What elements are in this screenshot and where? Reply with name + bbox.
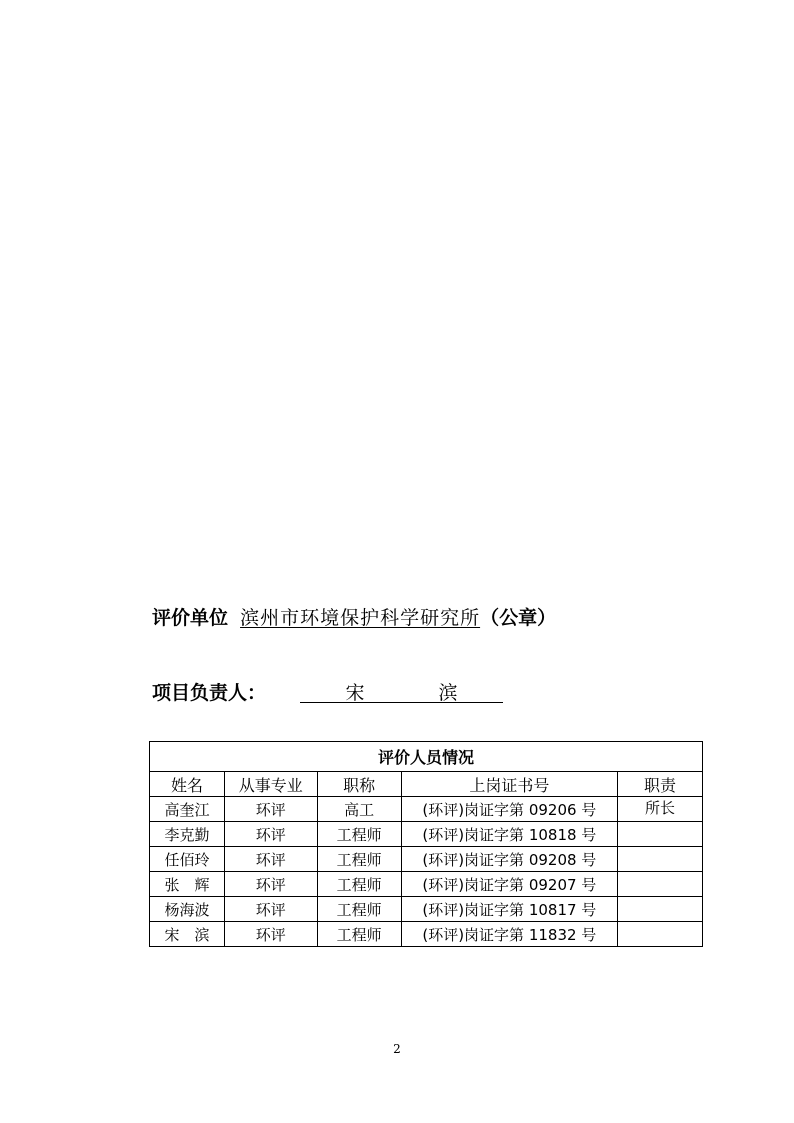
- cell-major: 环评: [224, 897, 317, 922]
- table-row: [150, 872, 703, 897]
- cell-cert: (环评)岗证字第 11832 号: [401, 922, 618, 947]
- cell-major: 环评: [224, 797, 317, 822]
- cell-name: 张 辉: [150, 872, 225, 897]
- cell-duty: [618, 922, 703, 947]
- cell-major: 环评: [224, 872, 317, 897]
- project-lead-label: 项目负责人：: [152, 682, 267, 704]
- header-cert: 上岗证书号: [401, 772, 618, 797]
- evaluation-unit-label: 评价单位: [152, 607, 229, 629]
- cell-cert: (环评)岗证字第 10818 号: [401, 822, 618, 847]
- table-row: [150, 847, 703, 872]
- cell-name: 任佰玲: [150, 847, 225, 872]
- cell-cert: (环评)岗证字第 10817 号: [401, 897, 618, 922]
- page-number: 2: [393, 1042, 401, 1056]
- cell-title: 工程师: [317, 872, 401, 897]
- cell-title: 工程师: [317, 897, 401, 922]
- header-name: 姓名: [150, 772, 225, 797]
- cell-duty: [618, 822, 703, 847]
- cell-title: 工程师: [317, 922, 401, 947]
- header-major: 从事专业: [224, 772, 317, 797]
- cell-duty: [618, 872, 703, 897]
- cell-title: 工程师: [317, 822, 401, 847]
- cell-major: 环评: [224, 847, 317, 872]
- cell-title: 工程师: [317, 847, 401, 872]
- project-lead-name-second: 滨: [438, 682, 458, 704]
- cell-name: 杨海波: [150, 897, 225, 922]
- cell-major: 环评: [224, 822, 317, 847]
- table-row: [150, 922, 703, 947]
- table-row: [150, 897, 703, 922]
- cell-name: 宋 滨: [150, 922, 225, 947]
- cell-duty: 所长: [618, 797, 703, 822]
- evaluation-unit-value: 滨州市环境保护科学研究所: [240, 607, 481, 629]
- cell-title: 高工: [317, 797, 401, 822]
- cell-cert: (环评)岗证字第 09206 号: [401, 797, 618, 822]
- cell-duty: [618, 847, 703, 872]
- staff-table-title: 评价人员情况: [150, 742, 703, 772]
- table-row: [150, 822, 703, 847]
- official-seal-note: （公章）: [480, 607, 557, 629]
- cell-major: 环评: [224, 922, 317, 947]
- project-lead-name-first: 宋: [345, 682, 365, 704]
- project-lead-name: [300, 678, 503, 703]
- header-title: 职称: [317, 772, 401, 797]
- table-row: [150, 797, 703, 822]
- cell-duty: [618, 897, 703, 922]
- cell-name: 李克勤: [150, 822, 225, 847]
- evaluation-unit-line: [152, 603, 556, 630]
- staff-table-header-row: [150, 772, 703, 797]
- cell-name: 高奎江: [150, 797, 225, 822]
- cell-cert: (环评)岗证字第 09207 号: [401, 872, 618, 897]
- header-duty: 职责: [618, 772, 703, 797]
- staff-table: [149, 741, 703, 947]
- project-lead-line: [152, 678, 266, 705]
- cell-cert: (环评)岗证字第 09208 号: [401, 847, 618, 872]
